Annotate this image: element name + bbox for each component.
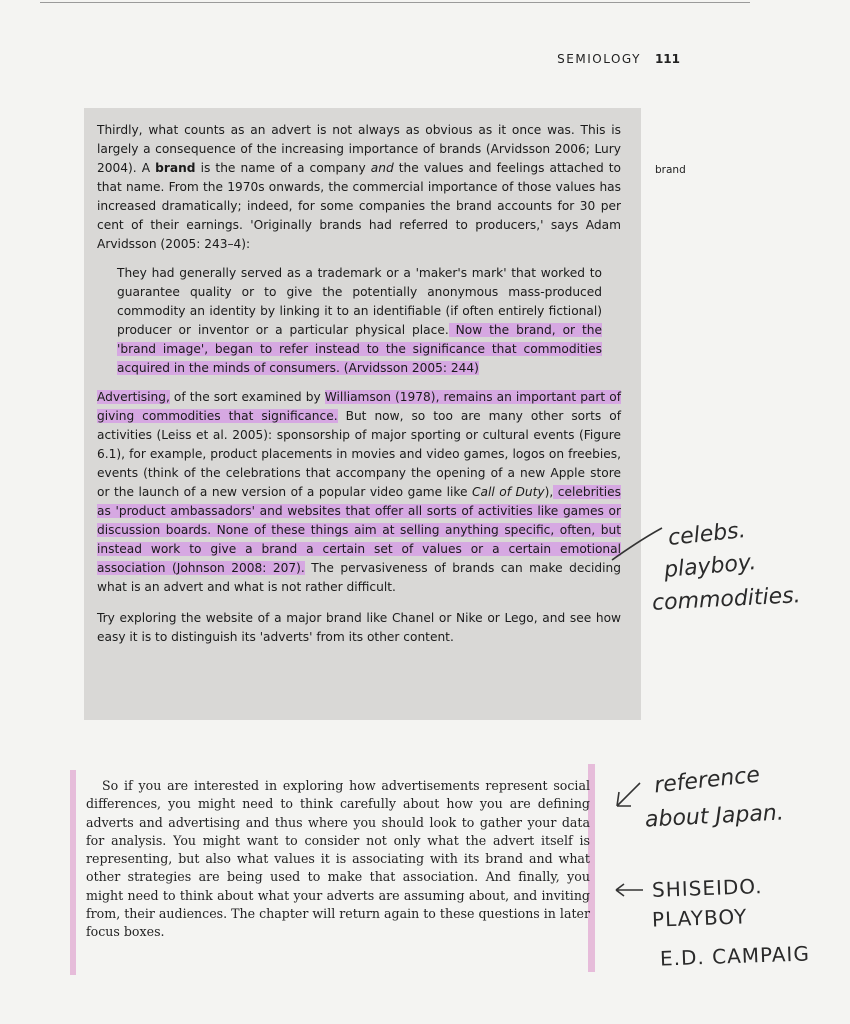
handwritten-note-line: reference	[652, 762, 762, 799]
bold-term: brand	[155, 161, 196, 175]
text-run: ),	[544, 485, 554, 499]
text-run: the values and feelings attached to that name. From the 1970s onwards, the commercial importance of those values has increased dramatically; indeed, for some companies the brand accounts for 30 per cent of their earnings. 'Originally brands had referred to producers,' says Adam Arvidsson (2005: 243–4):	[97, 161, 622, 251]
box-paragraph-3: Try exploring the website of a major brand like Chanel or Nike or Lego, and see how easy it is to distinguish its 'adverts' from its other content.	[97, 611, 621, 644]
handwritten-arrow	[617, 783, 640, 806]
handwritten-note-line: about Japan.	[644, 800, 785, 833]
handwritten-note-line: SHISEIDO.	[651, 874, 763, 902]
highlighted-text: celebrities as 'product ambassadors' and websites that offer all sorts of activities like games or discussion boards. None of these things aim at selling anything specific, often, but instead work to give a brand a certain set of values or a certain emotional association (Johnson 2008: 207).	[97, 485, 621, 575]
italic-word: and	[370, 161, 394, 175]
handwritten-note-line: playboy.	[663, 550, 758, 583]
text-run: is the name of a company	[195, 161, 371, 175]
italic-title: Call of Duty	[472, 485, 545, 499]
text-run: But now, so too are many other sorts of activities (Leiss et al. 2005): sponsorship of major sporting or cultural events (Figure 6.1), for example, product placements in movies and video games, logos on freebies, events (think of the celebrations that accompany the opening of a new Apple store or the launch of a new version of a popular video game like	[97, 409, 621, 499]
handwritten-note-line: commodities.	[651, 583, 802, 616]
pen-stroke-line	[612, 528, 662, 560]
text-run: They had generally served as a trademark or a 'maker's mark' that worked to guarantee quality or to give the potentially anonymous mass-produced commodity an identity by linking it to an identifiable (if often entirely fictional) producer or inventor or a particular physical place.	[117, 266, 602, 337]
highlighted-text: Advertising,	[97, 390, 170, 404]
handwritten-note-line: PLAYBOY	[651, 904, 748, 932]
handwritten-note-line: celebs.	[666, 518, 747, 551]
running-title: SEMIOLOGY	[557, 52, 641, 66]
highlighted-text: Williamson (1978), remains an important part of giving commodities that significance.	[97, 390, 622, 423]
handwritten-note-line: E.D. CAMPAIG	[659, 941, 811, 971]
highlighted-text: Now the brand, or the 'brand image', began to refer instead to the significance that commodities acquired in the minds of consumers. (Arvidsson 2005: 244)	[117, 323, 603, 375]
text-run: of the sort examined by	[169, 390, 325, 404]
handwritten-arrow	[616, 884, 643, 896]
text-run: The pervasiveness of brands can make deciding what is an advert and what is not rather difficult.	[97, 561, 621, 594]
body-paragraph: So if you are interested in exploring how advertisements represent social differences, you might need to think carefully about how you are defining adverts and advertising and thus where you should look to gather your data for analysis. You might want to consider not only what the advert itself is representing, but also what values it is associating with its brand and what other strategies are being used to make that association. And finally, you might need to think about what your adverts are assuming about, and inviting from, their audiences. The chapter will return again to these questions in later focus boxes.	[86, 778, 590, 940]
margin-glossary-term: brand	[655, 164, 686, 176]
text-run: Thirdly, what counts as an advert is not always as obvious as it once was. This is largely a consequence of the increasing importance of brands (Arvidsson 2006; Lury 2004). A	[97, 123, 621, 175]
page-number: 111	[654, 52, 680, 66]
